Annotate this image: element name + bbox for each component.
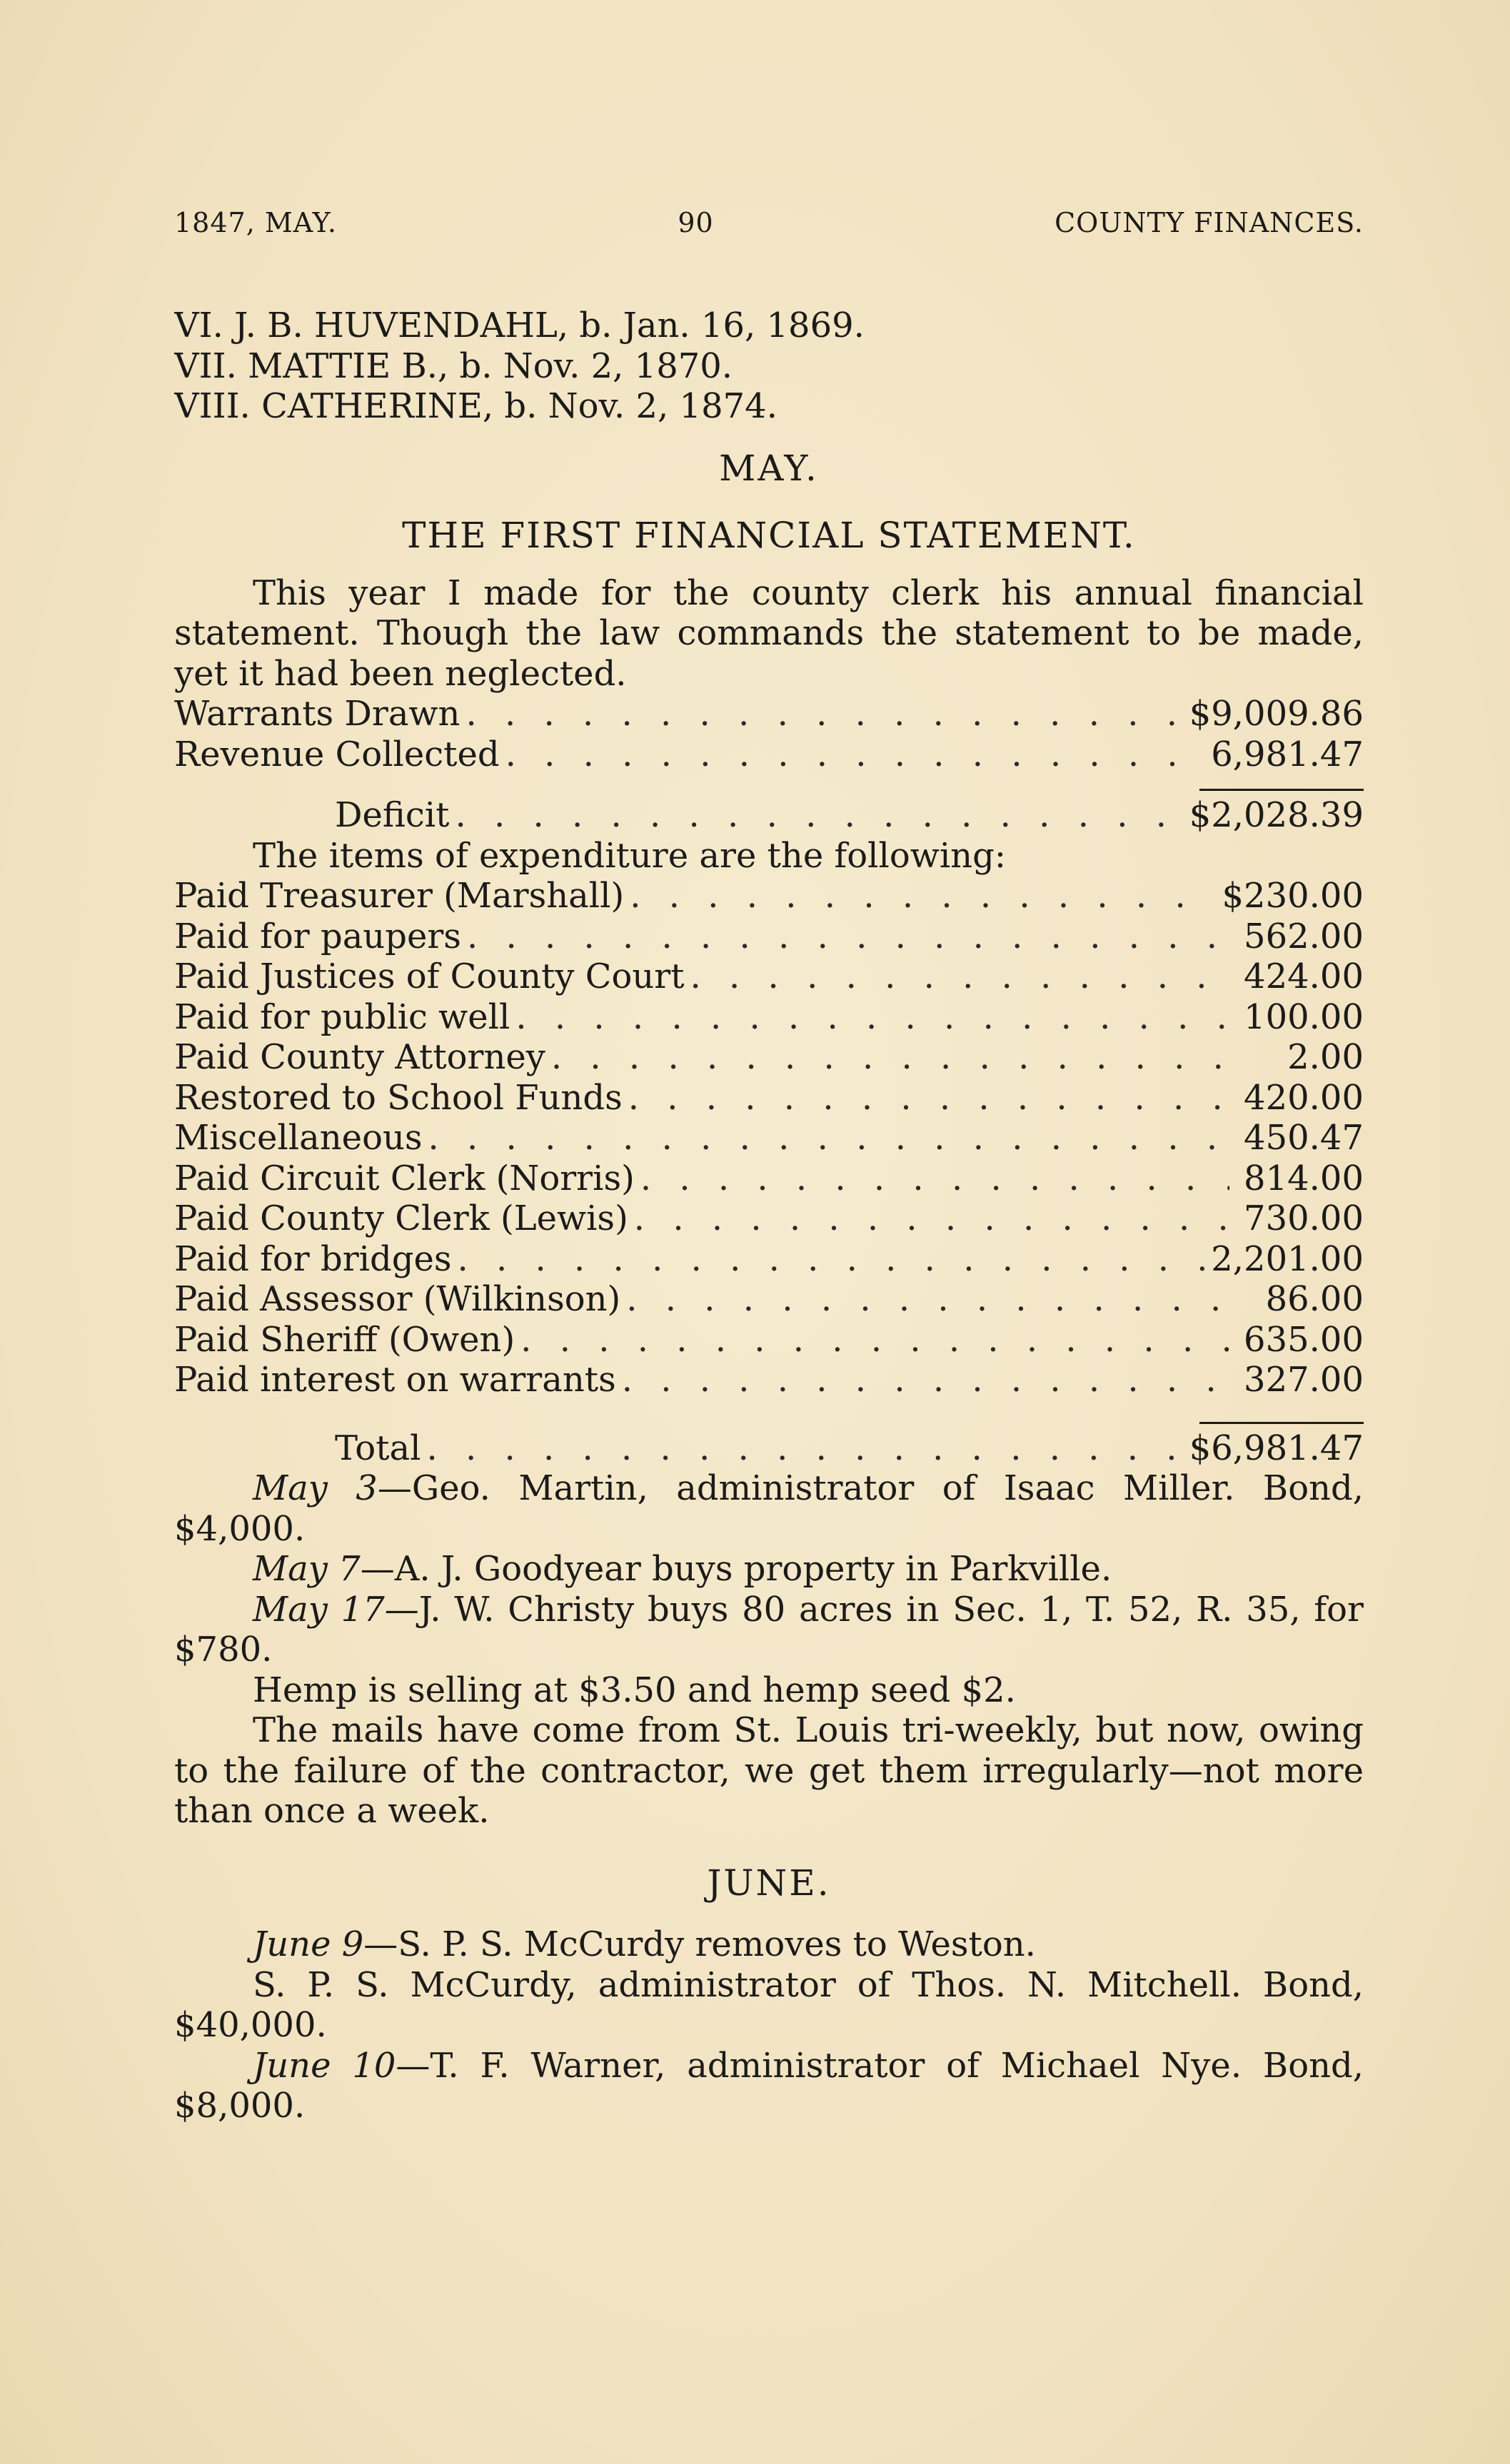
- total-label: Total: [335, 1428, 421, 1468]
- dot-leader: [634, 1198, 1229, 1239]
- child-entry: VII. MATTIE B., b. Nov. 2, 1870.: [174, 345, 733, 386]
- dot-leader: [455, 795, 1183, 836]
- entry-date: May 3: [253, 1468, 378, 1508]
- dot-leader: [622, 1360, 1229, 1400]
- entry-date: May 17: [253, 1589, 385, 1630]
- dot-leader: [640, 1158, 1229, 1199]
- mails-note: The mails have come from St. Louis tri-weekly, but now, owing to the failure of the contractor, we get them irregularly—not more than once a week.: [174, 1710, 1364, 1831]
- entry-text: —S. P. S. McCurdy removes to Weston.: [363, 1924, 1036, 1964]
- expenditure-row: [174, 956, 1364, 997]
- summary-label: Warrants Drawn: [174, 694, 460, 734]
- expenditure-label: Paid for paupers: [174, 916, 461, 956]
- summary-row: [174, 694, 1364, 734]
- expenditure-label: Paid County Attorney: [174, 1037, 545, 1077]
- dot-leader: [520, 1320, 1229, 1360]
- items-intro: The items of expenditure are the following:: [253, 835, 1006, 876]
- dot-leader: [467, 917, 1229, 957]
- total-row: [174, 1428, 1364, 1469]
- page-number: 90: [678, 207, 714, 238]
- entry-text: —T. F. Warner, administrator of Michael Nye. Bond, $8,000.: [174, 2045, 1364, 2126]
- entry-text: S. P. S. McCurdy, administrator of Thos. N. Mitchell. Bond, $40,000.: [174, 1964, 1364, 2045]
- expenditure-amount: 635.00: [1244, 1319, 1364, 1360]
- dot-leader: [505, 734, 1206, 775]
- expenditure-label: Paid Justices of County Court: [174, 956, 685, 996]
- expenditure-row: [174, 1239, 1364, 1280]
- expenditure-label: Paid for bridges: [174, 1238, 452, 1279]
- expenditure-row: [174, 917, 1364, 957]
- expenditure-amount: 450.47: [1244, 1118, 1364, 1158]
- entry-text: —J. W. Christy buys 80 acres in Sec. 1, T. 52, R. 35, for $780.: [174, 1589, 1364, 1670]
- expenditure-amount: $230.00: [1222, 876, 1364, 916]
- children-list: [174, 306, 1364, 427]
- expenditure-row: [174, 1037, 1364, 1078]
- dot-leader: [628, 1078, 1229, 1119]
- summary-amount: $9,009.86: [1189, 694, 1364, 734]
- entry-text: —A. J. Goodyear buys property in Parkville.: [360, 1549, 1112, 1589]
- expenditure-row: [174, 997, 1364, 1038]
- total-amount: $6,981.47: [1189, 1428, 1364, 1468]
- entry-date: May 7: [253, 1549, 361, 1589]
- diary-entry: [174, 1924, 1364, 1965]
- june-entries: [174, 1924, 1364, 2126]
- expenditure-amount: 2.00: [1287, 1037, 1364, 1077]
- summary-table: [174, 694, 1364, 836]
- month-heading-may: MAY.: [719, 447, 819, 489]
- deficit-row: [174, 795, 1364, 836]
- page-body: [174, 306, 1364, 2126]
- child-entry: VIII. CATHERINE, b. Nov. 2, 1874.: [174, 386, 777, 426]
- expenditure-row: [174, 1320, 1364, 1360]
- header-year-month: 1847, MAY.: [174, 207, 337, 238]
- expenditure-row: [174, 1078, 1364, 1119]
- intro-line: statement. Though the law commands the statement to be made,: [174, 613, 1364, 653]
- may-entries: [174, 1468, 1364, 1832]
- dot-leader: [457, 1239, 1205, 1280]
- expenditure-amount: 86.00: [1265, 1279, 1364, 1319]
- expenditure-amount: 2,201.00: [1211, 1238, 1364, 1279]
- dot-leader: [626, 1279, 1229, 1320]
- hemp-note: Hemp is selling at $3.50 and hemp seed $2.: [253, 1670, 1016, 1710]
- expenditure-amount: 424.00: [1244, 956, 1364, 996]
- expenditure-amount: 420.00: [1244, 1077, 1364, 1118]
- expenditure-amount: 327.00: [1244, 1360, 1364, 1400]
- intro-paragraph: [174, 573, 1364, 695]
- dot-leader: [426, 1428, 1183, 1469]
- expenditure-label: Paid interest on warrants: [174, 1360, 616, 1400]
- entry-date: June 9: [253, 1924, 364, 1964]
- diary-entry: [174, 1549, 1364, 1590]
- deficit-label: Deficit: [335, 795, 450, 835]
- summary-label: Revenue Collected: [174, 734, 500, 774]
- expenditure-row: [174, 1198, 1364, 1239]
- deficit-amount: $2,028.39: [1189, 795, 1364, 835]
- diary-entry: [174, 1965, 1364, 2046]
- expenditure-amount: 814.00: [1244, 1158, 1364, 1198]
- entry-text: —Geo. Martin, administrator of Isaac Miller. Bond, $4,000.: [174, 1468, 1364, 1549]
- dot-leader: [551, 1037, 1229, 1078]
- intro-line: yet it had been neglected.: [174, 653, 627, 694]
- expenditure-label: Restored to School Funds: [174, 1077, 623, 1118]
- diary-entry: [174, 1468, 1364, 1549]
- sum-rule: [1199, 789, 1364, 791]
- diary-entry: [174, 2046, 1364, 2126]
- expenditure-row: [174, 1279, 1364, 1320]
- intro-line: This year I made for the county clerk his annual financial: [253, 572, 1364, 613]
- summary-row: [174, 734, 1364, 775]
- expenditure-row: [174, 1158, 1364, 1199]
- dot-leader: [428, 1118, 1229, 1158]
- expenditure-label: Paid Assessor (Wilkinson): [174, 1279, 621, 1319]
- dot-leader: [515, 997, 1229, 1038]
- expenditure-label: Paid Circuit Clerk (Norris): [174, 1158, 635, 1198]
- expenditure-label: Paid Sheriff (Owen): [174, 1319, 515, 1360]
- expenditure-label: Paid for public well: [174, 996, 510, 1037]
- header-section-title: COUNTY FINANCES.: [1055, 207, 1364, 238]
- section-title: THE FIRST FINANCIAL STATEMENT.: [402, 515, 1136, 556]
- expenditure-table: [174, 876, 1364, 1468]
- expenditure-amount: 562.00: [1244, 916, 1364, 956]
- expenditure-label: Paid County Clerk (Lewis): [174, 1198, 628, 1238]
- dot-leader: [630, 876, 1216, 917]
- month-heading-june: JUNE.: [707, 1862, 831, 1904]
- diary-entry: [174, 1590, 1364, 1670]
- expenditure-row: [174, 1360, 1364, 1400]
- expenditure-amount: 730.00: [1244, 1198, 1364, 1238]
- expenditure-label: Miscellaneous: [174, 1118, 423, 1158]
- child-entry: VI. J. B. HUVENDAHL, b. Jan. 16, 1869.: [174, 306, 865, 345]
- summary-amount: 6,981.47: [1211, 734, 1364, 774]
- expenditure-amount: 100.00: [1244, 996, 1364, 1037]
- dot-leader: [690, 956, 1229, 997]
- dot-leader: [465, 694, 1183, 734]
- expenditure-row: [174, 1118, 1364, 1158]
- expenditure-label: Paid Treasurer (Marshall): [174, 876, 625, 916]
- running-header: [174, 207, 1364, 238]
- entry-date: June 10: [253, 2045, 396, 2086]
- expenditure-row: [174, 876, 1364, 917]
- sum-rule: [1199, 1422, 1364, 1424]
